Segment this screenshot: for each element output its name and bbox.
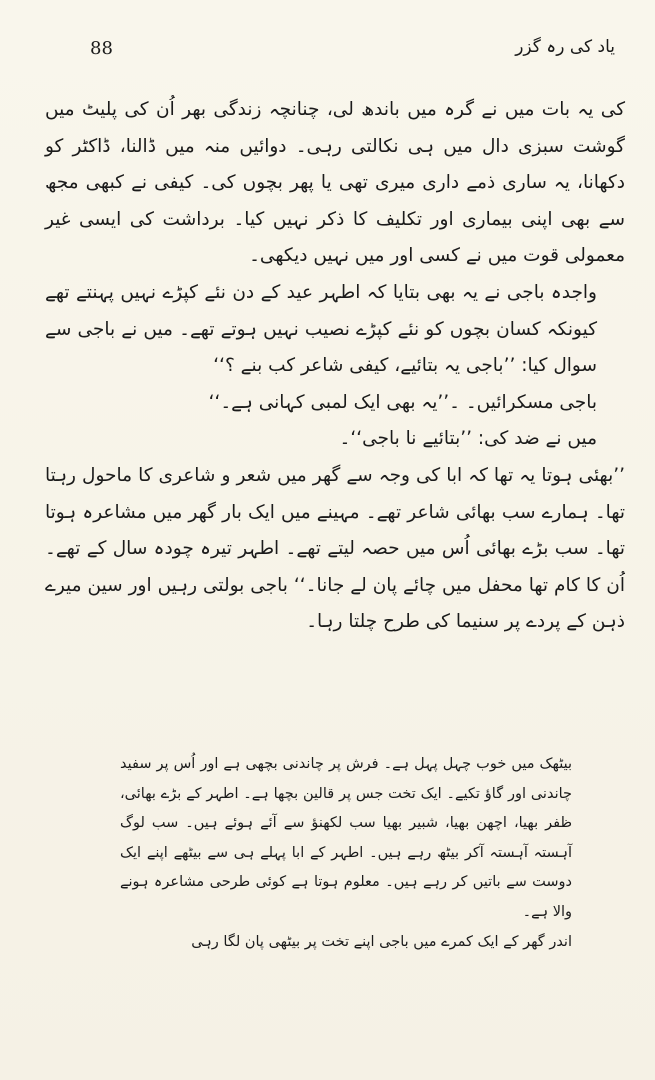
paragraph: واجدہ باجی نے یہ بھی بتایا کہ اطہر عید کے دن نئے کپڑے نہیں پہنتے تھے کیونکہ کسان بچوں کو نئے کپڑے نصیب نہیں ہوتے تھے۔ میں نے باجی سے سوال کیا: ’’باجی یہ بتائیے، کیفی شاعر کب بنے ؟‘‘ xyxy=(45,281,597,377)
running-title: یاد کی رہ گزر xyxy=(515,37,615,57)
main-text xyxy=(45,92,625,641)
block-quote xyxy=(120,750,572,957)
paragraph: کی یہ بات میں نے گرہ میں باندھ لی، چنانچہ زندگی بھر اُن کی پلیٹ میں گوشت سبزی دال میں ہی نکالتی رہی۔ دوائیں منہ میں ڈالنا، ڈاکٹر کو دکھانا، یہ ساری ذمے داری میری تھی یا پھر بچوں کی۔ کیفی نے کبھی مجھ سے بھی اپنی بیماری اور تکلیف کا ذکر نہیں کیا۔ برداشت کی ایسی غیر معمولی قوت میں نے کسی اور میں نہیں دیکھی۔ xyxy=(45,99,625,267)
paragraph: باجی مسکرائیں۔ ۔’’یہ بھی ایک لمبی کہانی ہے۔‘‘ xyxy=(208,391,597,413)
page-header xyxy=(40,38,615,68)
quote-paragraph: اندر گھر کے ایک کمرے میں باجی اپنے تخت پر بیٹھی پان لگا رہی xyxy=(191,933,572,950)
page-number: 88 xyxy=(90,38,113,59)
quote-paragraph: بیٹھک میں خوب چہل پہل ہے۔ فرش پر چاندنی بچھی ہے اور اُس پر سفید چاندنی اور گاؤ تکیے۔ ایک تخت جس پر قالین بچھا ہے۔ اطہر کے بڑے بھائی، ظفر بھیا، اچھن بھیا، شبیر بھیا سب لکھنؤ سے آئے ہوئے ہیں۔ سب لوگ آہستہ آہستہ آکر بیٹھ رہے ہیں۔ اطہر کے ابا پہلے ہی سے بیٹھے اپنے ایک دوست سے باتیں کر رہے ہیں۔ معلوم ہوتا ہے کوئی طرحی مشاعرہ ہونے والا ہے۔ xyxy=(120,756,572,920)
paragraph: میں نے ضد کی: ’’بتائیے نا باجی‘‘۔ xyxy=(339,428,597,450)
paragraph: ’’بھئی ہوتا یہ تھا کہ ابا کی وجہ سے گھر میں شعر و شاعری کا ماحول رہتا تھا۔ ہمارے سب بھائی شاعر تھے۔ مہینے میں ایک بار گھر میں مشاعرہ ہوتا تھا۔ سب بڑے بھائی اُس میں حصہ لیتے تھے۔ اطہر تیرہ چودہ سال کے تھے۔ اُن کا کام تھا محفل میں چائے پان لے جانا۔‘‘ باجی بولتی رہیں اور سین میرے ذہن کے پردے پر سنیما کی طرح چلتا رہا۔ xyxy=(45,464,625,633)
